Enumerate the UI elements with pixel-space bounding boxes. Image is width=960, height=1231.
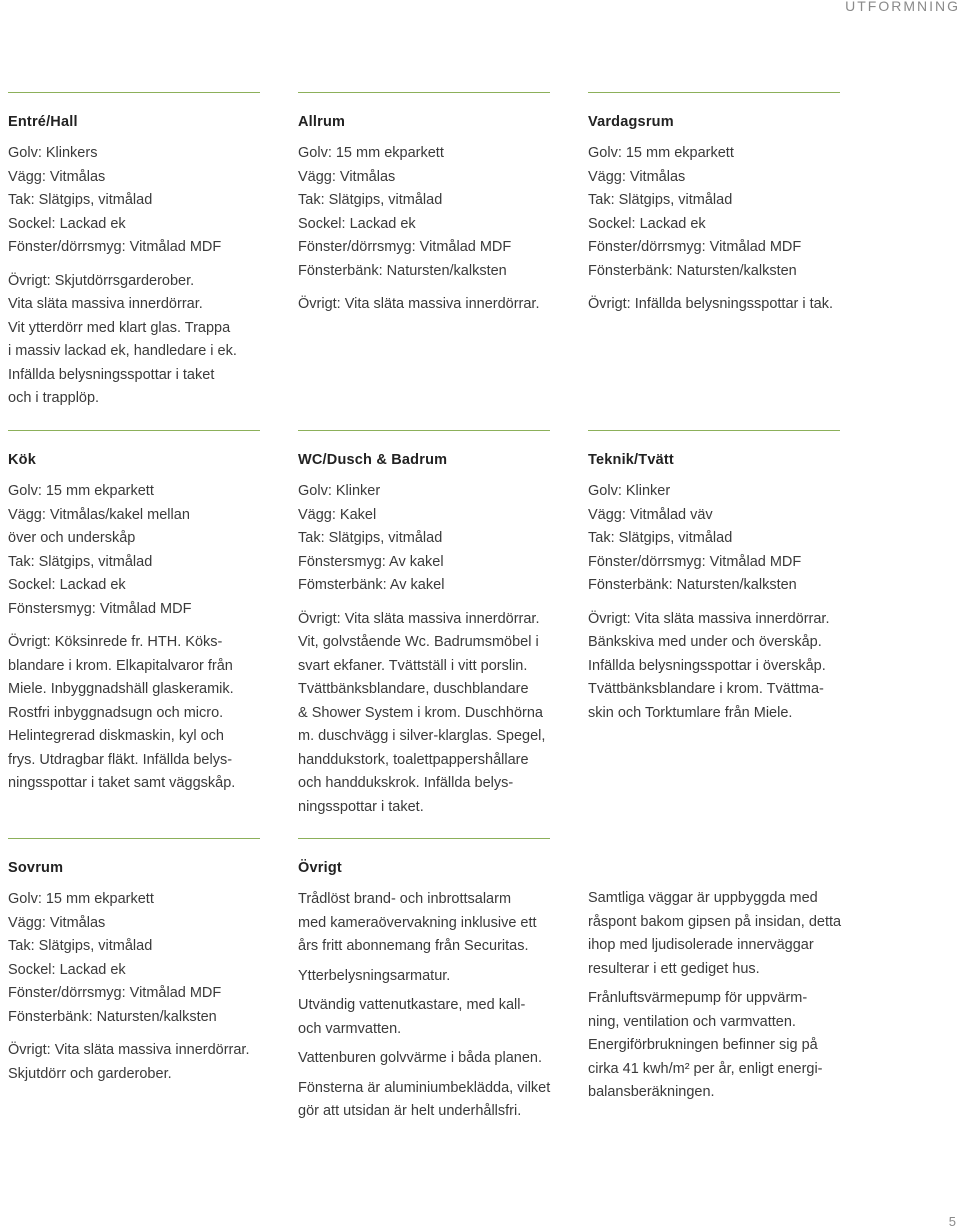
- spec-line: Golv: 15 mm ekparkett: [8, 483, 154, 499]
- other-line: Övrigt: Infällda belysningsspottar i tak.: [588, 296, 834, 312]
- other-line: ningsspottar i taket samt väggskåp.: [8, 775, 236, 791]
- section-divider: [8, 92, 260, 93]
- room-title: Teknik/Tvätt: [588, 452, 674, 468]
- spec-line: Sockel: Lackad ek: [588, 215, 706, 232]
- room-section: [298, 92, 550, 327]
- other-line: Vit, golvstående Wc. Badrumsmöbel i: [298, 634, 539, 650]
- spec-line: Tak: Slätgips, vitmålad: [298, 530, 443, 546]
- other-line: Övrigt: Skjutdörrsgarderober.: [8, 272, 195, 289]
- paragraph-line: Vattenburen golvvärme i båda planen.: [298, 1050, 542, 1066]
- other-line: skin och Torktumlare från Miele.: [588, 704, 793, 721]
- room-specs: [8, 888, 260, 1029]
- extra-paragraph: [588, 987, 840, 1105]
- spec-line: Tak: Slätgips, vitmålad: [8, 192, 153, 208]
- room-other: [298, 608, 550, 820]
- room-other: [588, 608, 840, 726]
- spec-line: Vägg: Vitmålas: [588, 168, 686, 185]
- spec-line: Fönstersmyg: Av kakel: [298, 553, 444, 570]
- room-specs: [8, 480, 260, 621]
- room-other: [298, 293, 550, 317]
- room-title: WC/Dusch & Badrum: [298, 452, 448, 468]
- spec-line: Vägg: Vitmålas: [8, 914, 106, 931]
- paragraph-line: Utvändig vattenutkastare, med kall-: [298, 997, 526, 1013]
- spec-line: Fönster/dörrsmyg: Vitmålad MDF: [298, 239, 512, 255]
- section-divider: [8, 838, 260, 839]
- ovrigt-paragraph: [298, 1077, 550, 1124]
- other-line: handdukstork, toalettpappershållare: [298, 751, 529, 768]
- section-divider: [298, 430, 550, 431]
- spec-line: Fönsterbänk: Natursten/kalksten: [588, 262, 797, 279]
- spec-line: Vägg: Vitmålas: [8, 168, 106, 185]
- paragraph-line: ihop med ljudisolerade innerväggar: [588, 937, 814, 953]
- spec-line: Golv: Klinker: [588, 483, 671, 499]
- extra-paragraph: [588, 887, 840, 981]
- other-line: Vit ytterdörr med klart glas. Trappa: [8, 319, 231, 336]
- room-other: [8, 631, 260, 796]
- room-specs: [588, 142, 840, 283]
- other-line: Tvättbänksblandare i krom. Tvättma-: [588, 681, 824, 697]
- other-line: Övrigt: Vita släta massiva innerdörrar.: [8, 1042, 250, 1058]
- room-specs: [8, 142, 260, 260]
- other-line: svart ekfaner. Tvättställ i vitt porslin.: [298, 657, 528, 674]
- other-line: Infällda belysningsspottar i taket: [8, 366, 215, 383]
- other-line: Övrigt: Köksinrede fr. HTH. Köks-: [8, 634, 223, 650]
- section-divider: [8, 430, 260, 431]
- room-title: Vardagsrum: [588, 114, 674, 130]
- spec-line: Golv: 15 mm ekparkett: [298, 145, 444, 161]
- spec-line: Fönsterbänk: Natursten/kalksten: [8, 1008, 217, 1025]
- spec-line: Fönster/dörrsmyg: Vitmålad MDF: [8, 239, 222, 255]
- spec-line: Tak: Slätgips, vitmålad: [298, 192, 443, 208]
- other-line: & Shower System i krom. Duschhörna: [298, 704, 543, 721]
- section-divider: [298, 838, 550, 839]
- spec-line: Tak: Slätgips, vitmålad: [588, 192, 733, 208]
- other-line: Övrigt: Vita släta massiva innerdörrar.: [298, 296, 540, 312]
- ovrigt-paragraph: [298, 965, 550, 989]
- paragraph-line: Frånluftsvärmepump för uppvärm-: [588, 990, 808, 1006]
- ovrigt-paragraph: [298, 994, 550, 1041]
- room-specs: [588, 480, 840, 598]
- paragraph-line: gör att utsidan är helt underhållsfri.: [298, 1103, 522, 1119]
- other-line: Helintegrerad diskmaskin, kyl och: [8, 728, 224, 744]
- extra-section: [588, 887, 840, 1111]
- room-other: [8, 1039, 260, 1086]
- room-section: [588, 430, 840, 735]
- page-number: 5: [948, 1214, 956, 1229]
- other-line: Övrigt: Vita släta massiva innerdörrar.: [588, 610, 830, 627]
- spec-line: Fönster/dörrsmyg: Vitmålad MDF: [588, 239, 802, 255]
- room-section: [588, 92, 840, 327]
- ovrigt-title: Övrigt: [298, 860, 342, 876]
- spec-line: Fömsterbänk: Av kakel: [298, 577, 445, 593]
- paragraph-line: Trådlöst brand- och inbrottsalarm: [298, 891, 512, 907]
- room-title: Sovrum: [8, 860, 64, 876]
- spec-line: Vägg: Vitmålad väv: [588, 506, 713, 523]
- room-title: Allrum: [298, 114, 346, 130]
- ovrigt-section: [298, 838, 550, 1130]
- other-line: Rostfri inbyggnadsugn och micro.: [8, 704, 224, 721]
- paragraph-line: års fritt abonnemang från Securitas.: [298, 938, 529, 954]
- spec-line: Tak: Slätgips, vitmålad: [8, 938, 153, 954]
- other-line: frys. Utdragbar fläkt. Infällda belys-: [8, 751, 233, 768]
- other-line: Vita släta massiva innerdörrar.: [8, 296, 203, 312]
- room-other: [588, 293, 840, 317]
- ovrigt-paragraph: [298, 1047, 550, 1071]
- room-specs: [298, 142, 550, 283]
- other-line: blandare i krom. Elkapitalvaror från: [8, 657, 233, 674]
- paragraph-line: Fönsterna är aluminiumbeklädda, vilket: [298, 1079, 551, 1096]
- room-section: [8, 430, 260, 806]
- spec-line: Fönsterbänk: Natursten/kalksten: [588, 577, 797, 593]
- room-section: [8, 92, 260, 421]
- paragraph-line: ning, ventilation och varmvatten.: [588, 1013, 796, 1030]
- spec-line: Sockel: Lackad ek: [8, 215, 126, 232]
- other-line: i massiv lackad ek, handledare i ek.: [8, 343, 237, 359]
- spec-line: Vägg: Kakel: [298, 506, 377, 523]
- spec-line: Sockel: Lackad ek: [8, 577, 126, 593]
- paragraph-line: cirka 41 kwh/m² per år, enligt energi-: [588, 1060, 823, 1077]
- other-line: Tvättbänksblandare, duschblandare: [298, 681, 529, 697]
- section-divider: [588, 92, 840, 93]
- room-title: Kök: [8, 452, 36, 468]
- paragraph-line: balansberäkningen.: [588, 1084, 715, 1100]
- spec-line: Sockel: Lackad ek: [8, 961, 126, 978]
- spec-line: Tak: Slätgips, vitmålad: [588, 530, 733, 546]
- other-line: Skjutdörr och garderober.: [8, 1065, 172, 1082]
- spec-line: Fönstersmyg: Vitmålad MDF: [8, 600, 192, 617]
- room-section: [8, 838, 260, 1096]
- paragraph-line: Samtliga väggar är uppbyggda med: [588, 890, 818, 906]
- section-divider: [298, 92, 550, 93]
- spec-line: Fönsterbänk: Natursten/kalksten: [298, 262, 507, 279]
- paragraph-line: råspont bakom gipsen på insidan, detta: [588, 913, 842, 930]
- paragraph-line: resulterar i ett gediget hus.: [588, 960, 760, 977]
- other-line: Övrigt: Vita släta massiva innerdörrar.: [298, 610, 540, 627]
- other-line: Miele. Inbyggnadshäll glaskeramik.: [8, 681, 234, 697]
- spec-line: över och underskåp: [8, 530, 136, 546]
- other-line: Infällda belysningsspottar i överskåp.: [588, 657, 826, 674]
- spec-line: Golv: 15 mm ekparkett: [588, 145, 734, 161]
- room-section: [298, 430, 550, 829]
- paragraph-line: med kameraövervakning inklusive ett: [298, 914, 537, 931]
- spec-line: Fönster/dörrsmyg: Vitmålad MDF: [8, 985, 222, 1001]
- other-line: ningsspottar i taket.: [298, 798, 424, 815]
- spec-line: Golv: 15 mm ekparkett: [8, 891, 154, 907]
- room-specs: [298, 480, 550, 598]
- spec-line: Fönster/dörrsmyg: Vitmålad MDF: [588, 553, 802, 570]
- spec-line: Golv: Klinker: [298, 483, 381, 499]
- paragraph-line: och varmvatten.: [298, 1020, 402, 1037]
- spec-line: Vägg: Vitmålas/kakel mellan: [8, 506, 190, 523]
- ovrigt-paragraph: [298, 888, 550, 959]
- room-title: Entré/Hall: [8, 114, 78, 130]
- spec-line: Vägg: Vitmålas: [298, 168, 396, 185]
- spec-line: Golv: Klinkers: [8, 145, 98, 161]
- section-divider: [588, 430, 840, 431]
- spec-line: Sockel: Lackad ek: [298, 215, 416, 232]
- other-line: m. duschvägg i silver-klarglas. Spegel,: [298, 728, 546, 744]
- paragraph-line: Energiförbrukningen befinner sig på: [588, 1037, 818, 1053]
- spec-line: Tak: Slätgips, vitmålad: [8, 553, 153, 570]
- room-other: [8, 270, 260, 411]
- other-line: och handdukskrok. Infällda belys-: [298, 775, 514, 791]
- section-label: UTFORMNING: [845, 0, 960, 14]
- other-line: och i trapplöp.: [8, 390, 100, 406]
- paragraph-line: Ytterbelysningsarmatur.: [298, 967, 451, 984]
- other-line: Bänkskiva med under och överskåp.: [588, 634, 822, 650]
